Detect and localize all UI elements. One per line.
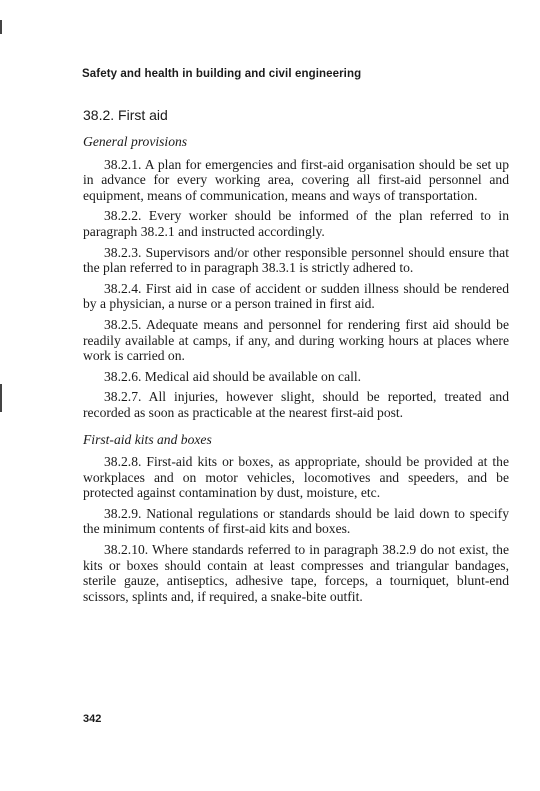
paragraph-38-2-8: 38.2.8. First-aid kits or boxes, as appropriate, should be provided at the workplaces and on motor vehicles, locomotives and speeders, and be protected against contamination by dust, moisture, etc. xyxy=(83,454,509,501)
paragraph-38-2-5: 38.2.5. Adequate means and personnel for rendering first aid should be readily available at camps, if any, and during working hours at places where work is carried on. xyxy=(83,316,509,364)
subheading-first-aid-kits: First-aid kits and boxes xyxy=(83,431,212,447)
paragraph-38-2-10: 38.2.10. Where standards referred to in paragraph 38.2.9 do not exist, the kits or boxes should contain at least compresses and triangular bandages, sterile gauze, antiseptics, adhesive tape, forceps, a tourniquet, blunt-end scissors, splints and, if required, a snake-bite outfit. xyxy=(83,542,509,604)
paragraph-38-2-9: 38.2.9. National regulations or standards should be laid down to specify the minimum contents of first-aid kits and boxes. xyxy=(83,505,509,537)
paragraph-38-2-4: 38.2.4. First aid in case of accident or sudden illness should be rendered by a physician, a nurse or a person trained in first aid. xyxy=(83,280,509,312)
paragraph-38-2-6: 38.2.6. Medical aid should be available on call. xyxy=(104,368,362,384)
paragraph-38-2-2: 38.2.2. Every worker should be informed of the plan referred to in paragraph 38.2.1 and instructed accordingly. xyxy=(83,208,509,239)
paragraph-38-2-3: 38.2.3. Supervisors and/or other responsible personnel should ensure that the plan referred to in paragraph 38.3.1 is strictly adhered to. xyxy=(83,244,509,276)
page-number: 342 xyxy=(83,713,102,725)
scan-edge-mark xyxy=(0,20,2,34)
subheading-general-provisions: General provisions xyxy=(83,134,188,149)
paragraph-38-2-1: 38.2.1. A plan for emergencies and first-aid organisation should be set up in advance for every working area, covering all first-aid personnel and equipment, means of communication, means and ways of transportation. xyxy=(83,156,509,203)
body-text xyxy=(83,134,509,609)
running-header: Safety and health in building and civil engineering xyxy=(82,68,362,80)
section-title: 38.2. First aid xyxy=(83,107,168,123)
scan-edge-mark xyxy=(0,384,2,412)
paragraph-38-2-7: 38.2.7. All injuries, however slight, should be reported, treated and recorded as soon as practicable at the nearest first-aid post. xyxy=(83,389,509,420)
